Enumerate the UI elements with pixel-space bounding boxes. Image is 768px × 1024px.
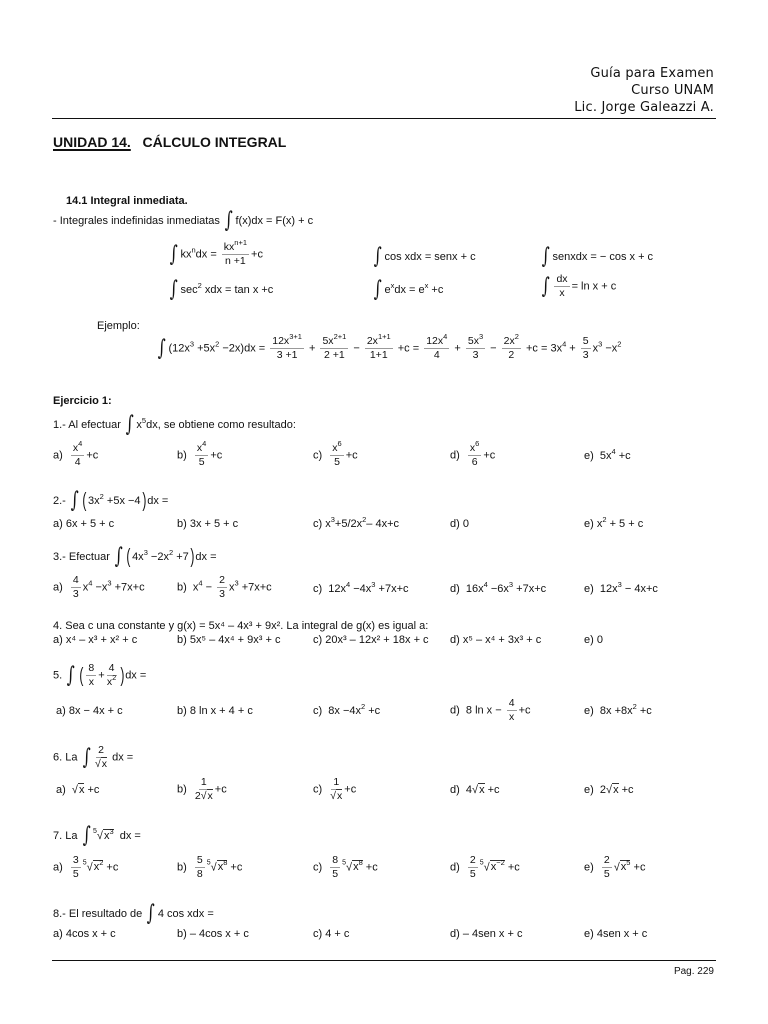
q1-option-a[interactable]: a) $\frac{x^4}{4}$ +c <box>53 439 99 469</box>
q4-option-d[interactable]: d) x⁵ – x⁴ + 3x³ + c <box>450 634 542 646</box>
unit-name: CÁLCULO INTEGRAL <box>142 134 287 150</box>
q8-option-c[interactable]: c) 4 + c <box>313 928 350 940</box>
question-prompt: 6. La <box>53 751 78 764</box>
q3-option-e[interactable]: e) $12x^3 - 4x+c$ <box>584 580 658 595</box>
formula-cos <box>372 246 476 268</box>
integral-sign-icon: ∫ <box>224 208 233 233</box>
formula-text: senxdx = − cos x + c <box>552 250 654 263</box>
fraction: $\frac{dx}{x}$ <box>556 273 568 300</box>
section-heading: 14.1 Integral inmediata. <box>66 195 188 207</box>
intro-text: - Integrales indefinidas inmediatas <box>53 214 220 227</box>
q7-option-e[interactable]: e) $\frac{2}{5}$ $√x^5 +c$ <box>584 854 646 881</box>
q3-option-b[interactable]: b) $x^4$ − $\frac{2}{3}$ $x^3 +7x+c$ <box>177 574 272 601</box>
q8-option-b[interactable]: b) – 4cos x + c <box>177 928 249 940</box>
question-2: 2.- ∫ $(3x^2 +5x -4)dx$ = <box>53 488 169 513</box>
integral-sign-icon: ∫ <box>82 823 91 848</box>
header-author: Lic. Jorge Galeazzi A. <box>574 100 714 115</box>
question-7: 7. La ∫ $^5√x^3$ dx = <box>53 823 141 848</box>
q4-option-e[interactable]: e) 0 <box>584 634 603 646</box>
integral-sign-icon: ∫ <box>147 901 156 926</box>
integral-sign-icon: ∫ <box>169 241 178 267</box>
question-prompt: 7. La <box>53 829 78 842</box>
formula-text: = ln x + c <box>571 280 617 293</box>
integral-sign-icon: ∫ <box>70 488 79 513</box>
question-3: 3.- Efectuar ∫ $(4x^3 -2x^2 +7)dx$ = <box>53 544 217 569</box>
q3-option-c[interactable]: c) $12x^4 -4x^3 +7x+c$ <box>313 580 409 595</box>
integral-sign-icon: ∫ <box>373 244 382 269</box>
q5-option-b[interactable]: b) 8 ln x + 4 + c <box>177 705 253 717</box>
q2-option-d[interactable]: d) 0 <box>450 518 469 530</box>
q8-option-a[interactable]: a) 4cos x + c <box>53 928 116 940</box>
section-intro <box>53 210 313 232</box>
q6-option-e[interactable]: e) 2√x +c <box>584 784 634 796</box>
question-1: 1.- Al efectuar ∫ $x^5dx$, se obtiene como resultado: <box>53 412 296 437</box>
header-guide-title: Guía para Examen <box>590 66 714 81</box>
q6-option-d[interactable]: d) 4√x +c <box>450 784 500 796</box>
question-8 <box>53 903 214 925</box>
q1-option-b[interactable]: b) $\frac{x^4}{5}$ +c <box>177 439 223 469</box>
q7-option-c[interactable]: c) $\frac{8}{5}$ $^5√x^8 +c$ <box>313 854 378 881</box>
q4-option-c[interactable]: c) 20x³ – 12x² + 18x + c <box>313 634 429 646</box>
formula-exp: ∫ $e^xdx = e^x +c$ <box>373 277 444 302</box>
integral-sign-icon: ∫ <box>169 277 178 302</box>
q3-option-a[interactable]: a) $\frac{4}{3}$ $x^4 -x^3 +7x+c$ <box>53 574 145 601</box>
q7-option-a[interactable]: a) $\frac{3}{5}$ $^5√x^2 +c$ <box>53 854 119 881</box>
footer-rule <box>52 960 716 961</box>
q8-option-e[interactable]: e) 4sen x + c <box>584 928 648 940</box>
q5-option-d[interactable]: d) 8 ln x − $\frac{4}{x}$ +c <box>450 697 531 724</box>
example-label: Ejemplo: <box>97 320 140 332</box>
question-prompt: 3.- Efectuar <box>53 550 110 563</box>
q3-option-d[interactable]: d) $16x^4 -6x^3 +7x+c$ <box>450 580 547 595</box>
q4-option-a[interactable]: a) x⁴ – x³ + x² + c <box>53 634 138 646</box>
integral-sign-icon: ∫ <box>114 544 123 569</box>
integral-sign-icon: ∫ <box>157 335 166 361</box>
question-4: 4. Sea c una constante y g(x) = 5x⁴ – 4x³ + 9x². La integral de g(x) es igual a: <box>53 620 429 632</box>
q8-option-d[interactable]: d) – 4sen x + c <box>450 928 523 940</box>
integral-sign-icon: ∫ <box>373 277 382 302</box>
q2-option-b[interactable]: b) 3x + 5 + c <box>177 518 239 530</box>
formula-sec2: ∫ $\sec^2$ xdx = tan x +c <box>169 277 274 302</box>
q5-option-e[interactable]: e) $8x +8x^2 +c$ <box>584 702 652 717</box>
example-expression: ∫ $(12x^3 +5x^2 -2x)dx$ = $\frac{12x^{3+1}}{3 +1}$ + $\frac{5x^{2+1}}{2 +1}$ − $\frac{2x^{1+1}}{1+1}$ +c = $\frac{12x^4}{4}$ + $\frac{5x^3}{3}$ − $\frac{2x^2}{2}$ $+c = 3x^4$ + $\frac{5}{3}$ $x^3 -x^2$ <box>157 332 622 362</box>
q1-option-c[interactable]: c) $\frac{x^6}{5}$ +c <box>313 439 358 469</box>
integral-sign-icon: ∫ <box>541 244 550 269</box>
formula-text: cos xdx = senx + c <box>384 250 476 263</box>
question-integrand: 4 cos xdx = <box>157 907 214 920</box>
q6-option-c[interactable]: c) $\frac{1}{√x}$ +c <box>313 776 357 803</box>
unit-title <box>53 134 286 150</box>
question-prompt: 1.- Al efectuar <box>53 418 121 431</box>
q6-option-a[interactable]: a) √x +c <box>56 784 100 796</box>
q5-option-c[interactable]: c) $8x -4x^2 +c$ <box>313 702 381 717</box>
header-rule <box>52 118 716 119</box>
integral-sign-icon: ∫ <box>66 662 75 688</box>
q5-option-a[interactable]: a) 8x − 4x + c <box>56 705 123 717</box>
page-number: Pag. 229 <box>673 966 714 977</box>
formula-sen <box>540 246 653 268</box>
exercise-heading: Ejercicio 1: <box>53 395 112 407</box>
header-course: Curso UNAM <box>631 83 714 98</box>
formula-ln <box>540 274 616 299</box>
question-6: 6. La ∫ $\frac{2}{√x}$ dx = <box>53 744 134 771</box>
question-5: 5. ∫ ( $\frac{8}{x}$ + $\frac{4}{x^2}$ )dx = <box>53 662 147 689</box>
formula-power-rule: ∫ $kx^ndx$ = $\frac{kx^{n+1}}{n +1}$ +c <box>169 238 263 268</box>
integral-sign-icon: ∫ <box>541 273 550 299</box>
q7-option-b[interactable]: b) $\frac{5}{8}$ $^5√x^8 +c$ <box>177 854 243 881</box>
q2-option-c[interactable]: c) $x^3+5/2x^2-$ 4x+c <box>313 515 400 530</box>
q1-option-e[interactable]: e) $5x^4 +c$ <box>584 447 631 462</box>
q4-option-b[interactable]: b) 5x⁵ – 4x⁴ + 9x³ + c <box>177 634 281 646</box>
fraction: $\frac{kx^{n+1}}{n +1}$ <box>223 238 248 268</box>
unit-number: UNIDAD 14. <box>53 134 131 150</box>
q2-option-e[interactable]: e) $x^2 + 5 + c$ <box>584 515 644 530</box>
q7-option-d[interactable]: d) $\frac{2}{5}$ $^5√x^{-2} +c$ <box>450 854 520 881</box>
question-prompt: 2.- <box>53 494 66 507</box>
integral-sign-icon: ∫ <box>125 412 134 437</box>
intro-formula: f(x)dx = F(x) + c <box>235 214 314 227</box>
integral-sign-icon: ∫ <box>82 744 91 770</box>
question-prompt: 5. <box>53 669 63 682</box>
q1-option-d[interactable]: d) $\frac{x^6}{6}$ +c <box>450 439 496 469</box>
q2-option-a[interactable]: a) 6x + 5 + c <box>53 518 115 530</box>
question-suffix: , se obtiene como resultado: <box>157 418 296 431</box>
q6-option-b[interactable]: b) $\frac{1}{2√x}$ +c <box>177 776 227 803</box>
question-prompt: 8.- El resultado de <box>53 907 143 920</box>
